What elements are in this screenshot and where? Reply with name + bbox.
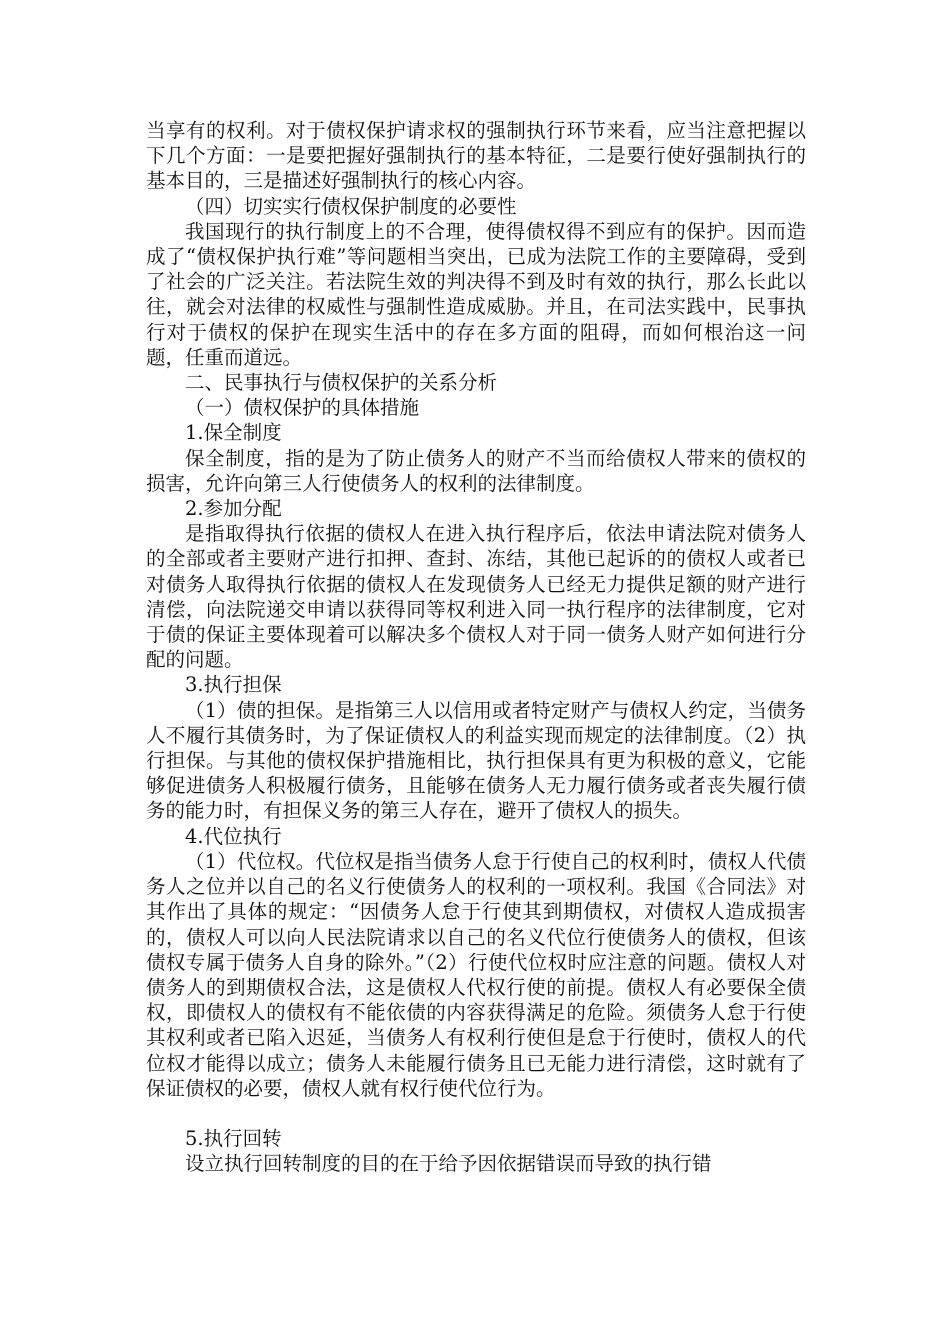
subheading-reversal: 5.执行回转 (185, 1127, 282, 1151)
paragraph-participation: 是指取得执行依据的债权人在进入执行程序后，依法申请法院对债务人的全部或者主要财产进行扣押、查封、冻结，其他已起诉的的债权人或者已对债务人取得执行依据的债权人在发现债务人已经无力提供足额的财产进行清偿，向法院递交申请以获得同等权利进入同一执行程序的法律制度，它对于债的保证主要体现着可以解决多个债权人对于同一债务人财产如何进行分配的问题。 (146, 522, 806, 672)
paragraph-guarantee: （1）债的担保。是指第三人以信用或者特定财产与债权人约定，当债务人不履行其债务时，为了保证债权人的利益实现而规定的法律制度。（2）执行担保。与其他的债权保护措施相比，执行担保具有更为积极的意义，它能够促进债务人积极履行债务，且能够在债务人无力履行债务或者丧失履行债务的能力时，有担保义务的第三人存在，避开了债权人的损失。 (146, 698, 806, 823)
chapter-heading-2: 二、民事执行与债权保护的关系分析 (185, 371, 498, 395)
paragraph-necessity: 我国现行的执行制度上的不合理，使得债权得不到应有的保护。因而造成了“债权保护执行难”等问题相当突出，已成为法院工作的主要障碍，受到了社会的广泛关注。若法院生效的判决得不到及时有效的执行，那么长此以往，就会对法律的权威性与强制性造成威胁。并且，在司法实践中，民事执行对于债权的保护在现实生活中的存在多方面的阻碍，而如何根治这一问题，任重而道远。 (146, 219, 806, 369)
paragraph-reversal: 设立执行回转制度的目的在于给予因依据错误而导致的执行错 (185, 1152, 712, 1176)
section-heading-4: （四）切实实行债权保护制度的必要性 (185, 194, 517, 218)
paragraph-subrogation: （1）代位权。代位权是指当债务人怠于行使自己的权利时，债权人代债务人之位并以自己的名义行使债务人的权利的一项权利。我国《合同法》对其作出了具体的规定：“因债务人怠于行使其到期债权，对债权人造成损害的，债权人可以向人民法院请求以自己的名义代位行使债务人的债权，但该债权专属于债务人自身的除外。”（2）行使代位权时应注意的问题。债权人对债务人的到期债权合法，这是债权人代权行使的前提。债权人有必要保全债权，即债权人的债权有不能依债的内容获得满足的危险。须债务人怠于行使其权利或者已陷入迟延，当债务人有权利行使但是怠于行使时，债权人的代位权才能得以成立；债务人未能履行债务且已无能力进行清偿，这时就有了保证债权的必要，债权人就有权行使代位行为。 (146, 849, 806, 1100)
section-heading-1: （一）债权保护的具体措施 (185, 396, 420, 420)
subheading-subrogation: 4.代位执行 (185, 824, 282, 848)
paragraph-spacer (146, 1101, 806, 1126)
subheading-preservation: 1.保全制度 (185, 421, 282, 445)
subheading-guarantee: 3.执行担保 (185, 673, 282, 697)
subheading-participation: 2.参加分配 (185, 497, 282, 521)
paragraph-preservation: 保全制度，指的是为了防止债务人的财产不当而给债权人带来的债权的损害，允许向第三人行使债务人的权利的法律制度。 (146, 446, 806, 495)
document-body (146, 118, 806, 1177)
paragraph-continuation: 当享有的权利。对于债权保护请求权的强制执行环节来看，应当注意把握以下几个方面：一是要把握好强制执行的基本特征，二是要行使好强制执行的基本目的，三是描述好强制执行的核心内容。 (146, 119, 806, 193)
